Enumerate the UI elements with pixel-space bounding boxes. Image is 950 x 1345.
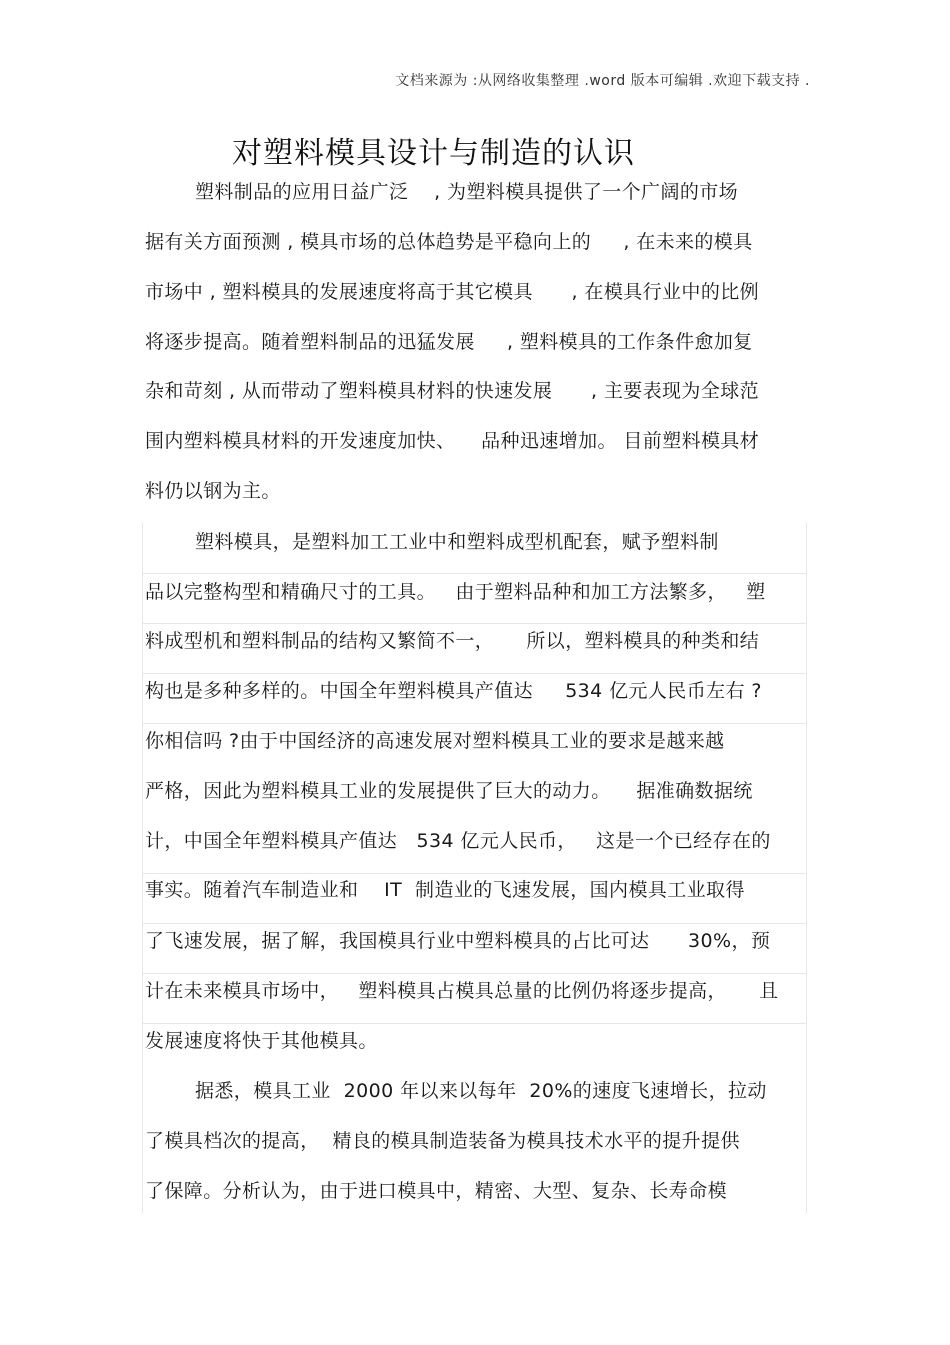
paragraph-3-line: 了保障。分析认为，由于进口模具中，精密、大型、复杂、长寿命模 — [145, 1180, 728, 1202]
paragraph-2-line: 严格，因此为塑料模具工业的发展提供了巨大的动力。 据准确数据统 — [145, 780, 753, 802]
paragraph-1-line: 料仍以钢为主。 — [145, 480, 281, 502]
table-row-divider — [142, 1023, 807, 1024]
document-source-header: 文档来源为 :从网络收集整理 .word 版本可编辑 .欢迎下载支持 . — [395, 73, 810, 89]
paragraph-2-line: 了飞速发展，据了解，我国模具行业中塑料模具的占比可达 30%，预 — [145, 930, 771, 952]
paragraph-2-line: 计，中国全年塑料模具产值达 534 亿元人民币， 这是一个已经存在的 — [145, 830, 771, 852]
paragraph-1-line: 据有关方面预测 , 模具市场的总体趋势是平稳向上的 , 在未来的模具 — [145, 231, 753, 253]
paragraph-2-line: 料成型机和塑料制品的结构又繁简不一， 所以，塑料模具的种类和结 — [145, 630, 760, 652]
table-row-divider — [142, 673, 807, 674]
table-border-left — [142, 523, 143, 1213]
paragraph-2-line: 事实。随着汽车制造业和 IT 制造业的飞速发展，国内模具工业取得 — [145, 879, 745, 901]
paragraph-1-line: 市场中 , 塑料模具的发展速度将高于其它模具 , 在模具行业中的比例 — [145, 281, 760, 303]
paragraph-1-line: 塑料制品的应用日益广泛 , 为塑料模具提供了一个广阔的市场 — [195, 181, 739, 203]
table-row-divider — [142, 973, 807, 974]
table-border-right — [806, 523, 807, 1213]
paragraph-2-line: 发展速度将快于其他模具。 — [145, 1030, 378, 1052]
paragraph-2-line: 塑料模具，是塑料加工工业中和塑料成型机配套，赋予塑料制 — [195, 531, 719, 553]
paragraph-2-line: 构也是多种多样的。中国全年塑料模具产值达 534 亿元人民币左右 ? — [145, 680, 762, 702]
paragraph-3-line: 据悉，模具工业 2000 年以来以每年 20%的速度飞速增长，拉动 — [195, 1080, 767, 1102]
paragraph-2-line: 品以完整构型和精确尺寸的工具。 由于塑料品种和加工方法繁多， 塑 — [145, 581, 766, 603]
paragraph-1-line: 将逐步提高。随着塑料制品的迅猛发展 , 塑料模具的工作条件愈加复 — [145, 331, 753, 353]
table-row-divider — [142, 623, 807, 624]
paragraph-2-line: 你相信吗 ?由于中国经济的高速发展对塑料模具工业的要求是越来越 — [145, 730, 725, 752]
table-row-divider — [142, 723, 807, 724]
table-row-divider — [142, 923, 807, 924]
paragraph-3-line: 了模具档次的提高， 精良的模具制造装备为模具技术水平的提升提供 — [145, 1130, 740, 1152]
paragraph-1-line: 围内塑料模具材料的开发速度加快、 品种迅速增加。 目前塑料模具材 — [145, 430, 760, 452]
table-row-divider — [142, 873, 807, 874]
paragraph-1-line: 杂和苛刻 , 从而带动了塑料模具材料的快速发展 , 主要表现为全球范 — [145, 380, 760, 402]
paragraph-2-line: 计在未来模具市场中， 塑料模具占模具总量的比例仍将逐步提高， 且 — [145, 980, 779, 1002]
document-title: 对塑料模具设计与制造的认识 — [232, 136, 635, 171]
table-row-divider — [142, 573, 807, 574]
